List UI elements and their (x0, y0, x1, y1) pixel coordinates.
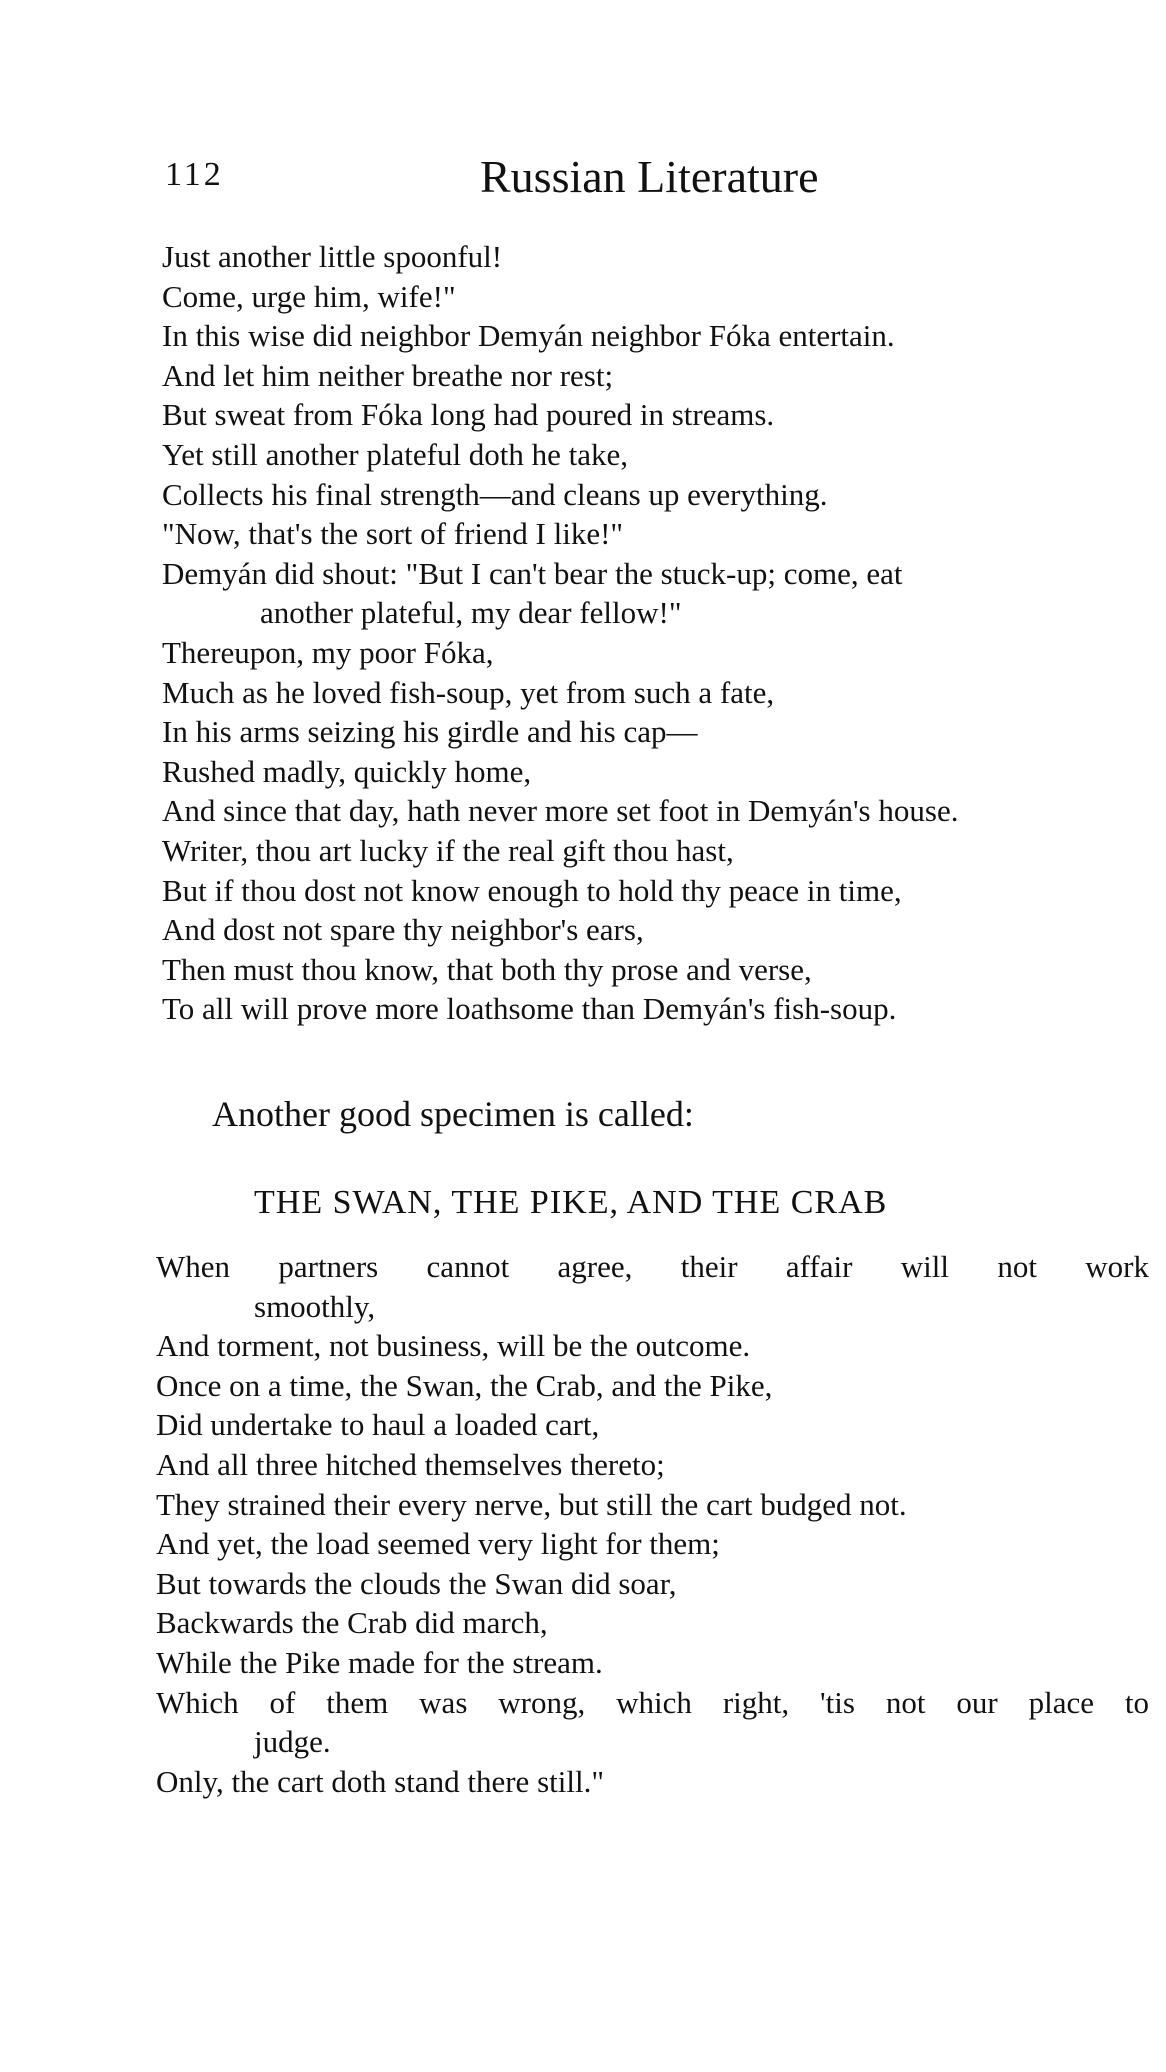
verse-line: But towards the clouds the Swan did soar, (156, 1565, 677, 1601)
verse-line: Just another little spoonful! (162, 239, 503, 274)
verse-line: Which of them was wrong, which right, 'tis not our place to (156, 1684, 1149, 1720)
verse-line: Once on a time, the Swan, the Crab, and the Pike, (156, 1367, 773, 1403)
verse-line: And torment, not business, will be the outcome. (156, 1328, 751, 1364)
verse-line: Demyán did shout: "But I can't bear the stuck-up; come, eat (162, 555, 903, 591)
verse-line: To all will prove more loathsome than Demyán's fish-soup. (162, 991, 897, 1027)
poem-one-verse (162, 237, 1162, 1029)
verse-line: Yet still another plateful doth he take, (162, 436, 629, 472)
verse-line: And dost not spare thy neighbor's ears, (162, 912, 644, 948)
page-header (165, 150, 945, 210)
verse-line: They strained their every nerve, but still the cart budged not. (156, 1486, 907, 1522)
verse-line: Come, urge him, wife!" (162, 278, 456, 314)
verse-line: And all three hitched themselves thereto; (156, 1446, 665, 1482)
verse-line-continuation: smoothly, (254, 1288, 376, 1324)
verse-line: But if thou dost not know enough to hold thy peace in time, (162, 872, 902, 908)
verse-line: Then must thou know, that both thy prose and verse, (162, 951, 812, 987)
verse-line: Backwards the Crab did march, (156, 1605, 548, 1641)
verse-line: Only, the cart doth stand there still." (156, 1763, 604, 1799)
verse-line: When partners cannot agree, their affair will not work (156, 1249, 1149, 1284)
verse-line: Thereupon, my poor Fóka, (162, 634, 494, 670)
verse-line: And let him neither breathe nor rest; (162, 357, 614, 393)
verse-line: Did undertake to haul a loaded cart, (156, 1407, 600, 1443)
verse-line-continuation: another plateful, my dear fellow!" (260, 595, 682, 631)
verse-line: In this wise did neighbor Demyán neighbor Fóka entertain. (162, 318, 895, 354)
verse-line-continuation: judge. (254, 1724, 331, 1760)
verse-line: In his arms seizing his girdle and his cap— (162, 714, 698, 750)
verse-line: And yet, the load seemed very light for them; (156, 1526, 720, 1562)
verse-line: And since that day, hath never more set foot in Demyán's house. (162, 793, 959, 829)
verse-line: "Now, that's the sort of friend I like!" (162, 516, 624, 552)
verse-line: Writer, thou art lucky if the real gift thou hast, (162, 832, 734, 868)
running-title: Russian Literature (480, 151, 819, 202)
page-number: 112 (165, 156, 224, 193)
verse-line: Much as he loved fish-soup, yet from such a fate, (162, 674, 775, 710)
poem-title: THE SWAN, THE PIKE, AND THE CRAB (254, 1184, 888, 1221)
verse-line: While the Pike made for the stream. (156, 1644, 603, 1680)
verse-line: Rushed madly, quickly home, (162, 753, 532, 789)
intro-sentence: Another good specimen is called: (212, 1094, 694, 1134)
verse-line: But sweat from Fóka long had poured in streams. (162, 397, 775, 433)
verse-line: Collects his final strength—and cleans up everything. (162, 476, 828, 512)
poem-two-verse (156, 1247, 1161, 1801)
